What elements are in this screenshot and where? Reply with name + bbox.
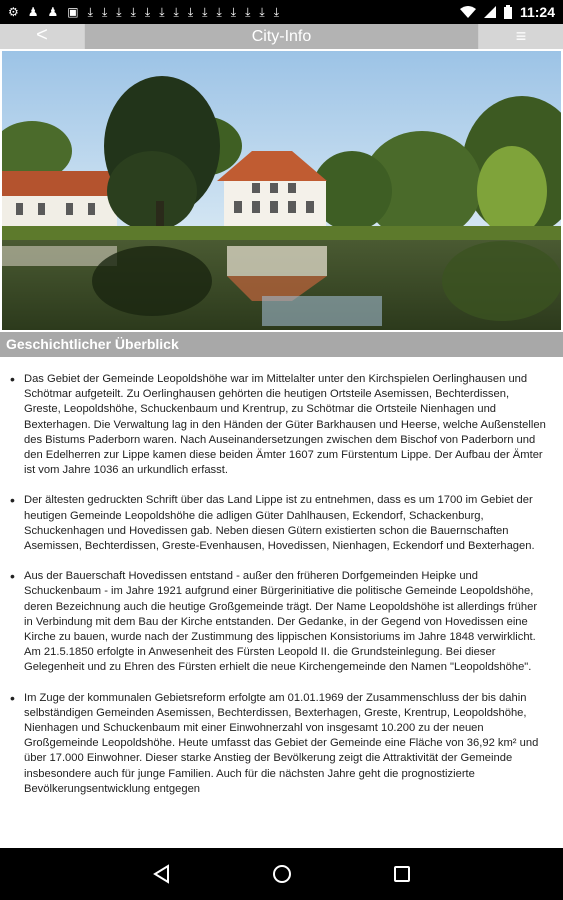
recents-icon[interactable] [390, 862, 414, 886]
download-icon: ⤓ [144, 5, 151, 19]
back-button[interactable]: < [0, 24, 84, 49]
status-bar [0, 0, 563, 24]
navigation-bar [0, 848, 563, 900]
download-icon: ⤓ [159, 5, 165, 19]
download-icon: ⤓ [230, 5, 237, 19]
notification-icon: ♟ [27, 5, 39, 19]
settings-icon: ⚙ [8, 5, 19, 19]
battery-icon [504, 5, 512, 19]
status-right [460, 0, 555, 24]
hero-photo [2, 51, 561, 330]
download-icon: ⤓ [87, 5, 93, 19]
list-item: • Im Zuge der kommunalen Gebietsreform erfolgte am 01.01.1969 der Zusammenschluss der bis dahin selbständigen Gemeinden Asemissen, Bechterdissen, Bexterhagen, Greste, Krentrup, Leopoldshöhe, Nienhagen und Schuckenbaum mit einer Einwohnerzahl von insgesamt 10.200 zu der neuen Großgemeinde Leopoldshöhe. Heute umfasst das Gebiet der Gemeinde eine Fläche von 36,92 km² und über 17.000 Einwohner. Dieser starke Anstieg der Bevölkerung zeigt die Attraktivität der Gemeinde insbesondere auch für junge Familien. Auch für die nächsten Jahre geht die prognostizierte Bevölkerungsentwicklung entgegen [24, 691, 547, 797]
menu-button[interactable]: ≡ [479, 24, 563, 49]
list-item: • Das Gebiet der Gemeinde Leopoldshöhe war im Mittelalter unter den Kirchspielen Oerlinghausen und Schötmar aufgeteilt. Zu Oerlinghausen gehörten die heutigen Ortsteile Asemissen, Bechterdissen, Greste, Leopoldshöhe, Schuckenbaum und Krentrup, zu Schötmar die Ortsteile Nienhagen und Bexterhagen. Die Verwaltung lag in den Händen der Güter Barkhausen und Heerse, welche Außenstellen des Bistums Paderborn waren. Nach Auseinandersetzungen zwischen dem Bischof von Paderborn und den Edelherren zur Lippe kamen diese beiden Ämter 1607 zum Fürstentum Lippe. Der Aufbau der Ämter ist vom Jahre 1036 an urkundlich erfasst. [24, 372, 547, 478]
download-icon: ⤓ [187, 5, 194, 19]
notification-icon: ♟ [47, 5, 59, 19]
signal-icon [484, 6, 496, 18]
list-item: • Aus der Bauerschaft Hovedissen entstand - außer den früheren Dorfgemeinden Heipke und Schuckenbaum - im Jahre 1921 aufgrund einer Bürgerinitiative die politische Gemeinde Leopoldshöhe, deren Bezeichnung auch die heutige Großgemeinde trägt. Der Name Leopoldshöhe ist allerdings früher in Verbindung mit dem Bau der Kirche entstanden. Der Gedanke, in der Gegend von Hovedissen eine Kirche zu bauen, wurde nach der Zustimmung des lippischen Konsistoriums im Jahre 1848 verwirklicht. Am 21.5.1850 erfolgte in Anwesenheit des Fürsten Leopold II. die Grundsteinlegung. Bei dieser Gelegenheit und zu Ehren des Fürsten erhielt die neue Kirchengemeinde den Namen "Leopoldshöhe". [24, 569, 547, 675]
history-list [0, 360, 563, 797]
image-icon: ▣ [67, 5, 79, 19]
download-icon: ⤓ [245, 5, 251, 19]
download-icon: ⤓ [101, 5, 108, 19]
notification-icons [0, 0, 279, 24]
download-icon: ⤓ [130, 5, 136, 19]
back-nav-icon[interactable] [150, 862, 174, 886]
home-icon[interactable] [270, 862, 294, 886]
download-icon: ⤓ [116, 5, 122, 19]
download-icon: ⤓ [216, 5, 222, 19]
download-icon: ⤓ [173, 5, 179, 19]
page-title: City-Info [85, 24, 478, 49]
app-bar [0, 24, 563, 49]
download-icon: ⤓ [259, 5, 265, 19]
download-icon: ⤓ [273, 5, 280, 19]
manor-pond-image [2, 51, 561, 330]
wifi-icon [460, 6, 476, 18]
content-scroll[interactable] [0, 360, 563, 848]
download-icon: ⤓ [202, 5, 208, 19]
list-item: • Der ältesten gedruckten Schrift über das Land Lippe ist zu entnehmen, dass es um 1700 im Gebiet der heutigen Gemeinde Leopoldshöhe die adligen Güter Dahlhausen, Eckendorf, Schackenburg, Schuckenhagen und Hovedissen gab. Neben diesen Gütern existierten schon die Bauernschaften Asemissen, Bechterdissen, Greste-Evenhausen, Hovedissen, Nienhagen, Eckendorf und Bexterhagen. [24, 493, 547, 554]
clock: 11:24 [519, 4, 555, 20]
section-header: Geschichtlicher Überblick [0, 332, 563, 357]
